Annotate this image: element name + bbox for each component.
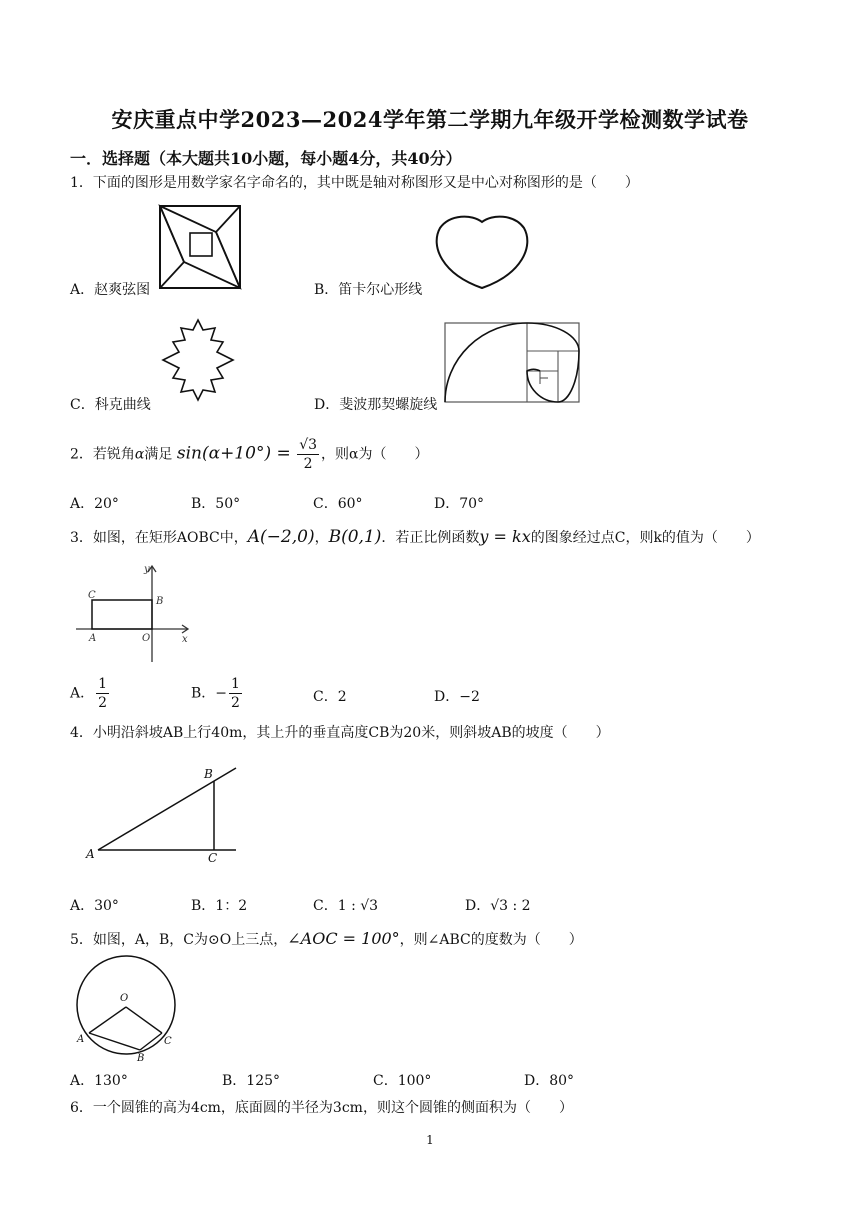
q4-option-b: B．1：2	[191, 898, 248, 914]
question-1-stem: 1．下面的图形是用数学家名字命名的，其中既是轴对称图形又是中心对称图形的是（ ）	[70, 175, 639, 191]
fig3-label-a: A	[89, 633, 97, 644]
page-number: 1	[426, 1133, 434, 1147]
rectangle-aobc-figure	[72, 562, 196, 666]
section-heading: 一．选择题（本大题共10小题，每小题4分，共40分）	[70, 149, 462, 168]
q3-point-b: B(0,1)	[328, 527, 382, 547]
q3-option-b: B．− $\frac{1}{2}$	[191, 676, 240, 711]
page-title: 安庆重点中学2023—2024学年第二学期九年级开学检测数学试卷	[111, 107, 749, 132]
koch-curve-figure	[159, 318, 237, 402]
q5-option-c: C．100°	[373, 1073, 432, 1089]
q5-angle: ∠AOC = 100°	[287, 929, 400, 948]
q1-option-d: D．斐波那契螺旋线	[314, 397, 438, 413]
q2-option-b: B．50°	[191, 496, 241, 512]
q5-option-b: B．125°	[222, 1073, 281, 1089]
q2-mid: 满足	[144, 446, 173, 463]
question-4-stem: 4．小明沿斜坡AB上行40m，其上升的垂直高度CB为20米，则斜坡AB的坡度（ ）	[70, 725, 610, 741]
fig4-label-a: A	[86, 847, 95, 861]
q2-alpha: α	[134, 446, 145, 463]
q5-option-a: A．130°	[70, 1073, 128, 1089]
question-2-stem	[70, 436, 428, 473]
question-6-stem: 6．一个圆锥的高为4cm，底面圆的半径为3cm，则这个圆锥的侧面积为（ ）	[70, 1100, 573, 1116]
fig3-label-b: B	[156, 596, 164, 607]
fig5-label-a: A	[77, 1034, 85, 1045]
q4-option-c: C．1 : √3	[313, 898, 379, 914]
q1-option-b: B．笛卡尔心形线	[314, 282, 423, 298]
q3-option-c: C．2	[313, 689, 347, 705]
fig4-label-b: B	[204, 767, 213, 781]
slope-triangle-figure	[86, 762, 242, 866]
fig5-label-o: O	[120, 993, 129, 1004]
question-5-stem: 5．如图，A，B，C为⊙O上三点，∠AOC = 100°，则∠ABC的度数为（ ）	[70, 929, 583, 948]
q1-option-a: A．赵爽弦图	[70, 282, 151, 298]
q4-option-d: D．√3 : 2	[465, 898, 531, 914]
fig3-label-c: C	[88, 590, 96, 601]
q2-expression: sin(α+10°) =	[176, 443, 291, 464]
fig5-label-b: B	[137, 1053, 145, 1064]
fig4-label-c: C	[208, 851, 218, 865]
q3-function: y = kx	[479, 527, 531, 546]
q4-option-a: A．30°	[70, 898, 119, 914]
q1-option-c: C．科克曲线	[70, 397, 151, 413]
q3-option-d: D．−2	[434, 689, 480, 705]
fig5-label-c: C	[164, 1036, 172, 1047]
q2-fraction: $\frac{√3}{2}$	[299, 437, 318, 472]
fibonacci-spiral-figure	[444, 322, 580, 404]
q2-option-c: C．60°	[313, 496, 363, 512]
q3-option-a: A． $\frac{1}{2}$	[70, 676, 108, 711]
zhao-shuang-figure	[159, 205, 241, 289]
q3-option-b-fraction: $\frac{1}{2}$	[231, 676, 240, 711]
circle-o-figure	[74, 952, 184, 1064]
q3-option-a-fraction: $\frac{1}{2}$	[98, 676, 108, 711]
q2-prefix: 2．若锐角	[70, 446, 135, 463]
q3-point-a: A(−2,0)	[247, 527, 315, 547]
fig3-label-o: O	[142, 633, 151, 644]
q2-suffix: ，则α为（ ）	[321, 446, 429, 463]
fig3-label-x: x	[182, 634, 188, 645]
q5-option-d: D．80°	[524, 1073, 575, 1089]
fig3-label-y: y	[144, 564, 150, 575]
q2-option-a: A．20°	[70, 496, 119, 512]
q2-option-d: D．70°	[434, 496, 485, 512]
cardioid-figure	[432, 212, 532, 292]
question-3-stem: 3．如图，在矩形AOBC中，A(−2,0)，B(0,1)．若正比例函数y = kx的图象经过点C，则k的值为（ ）	[70, 527, 760, 547]
